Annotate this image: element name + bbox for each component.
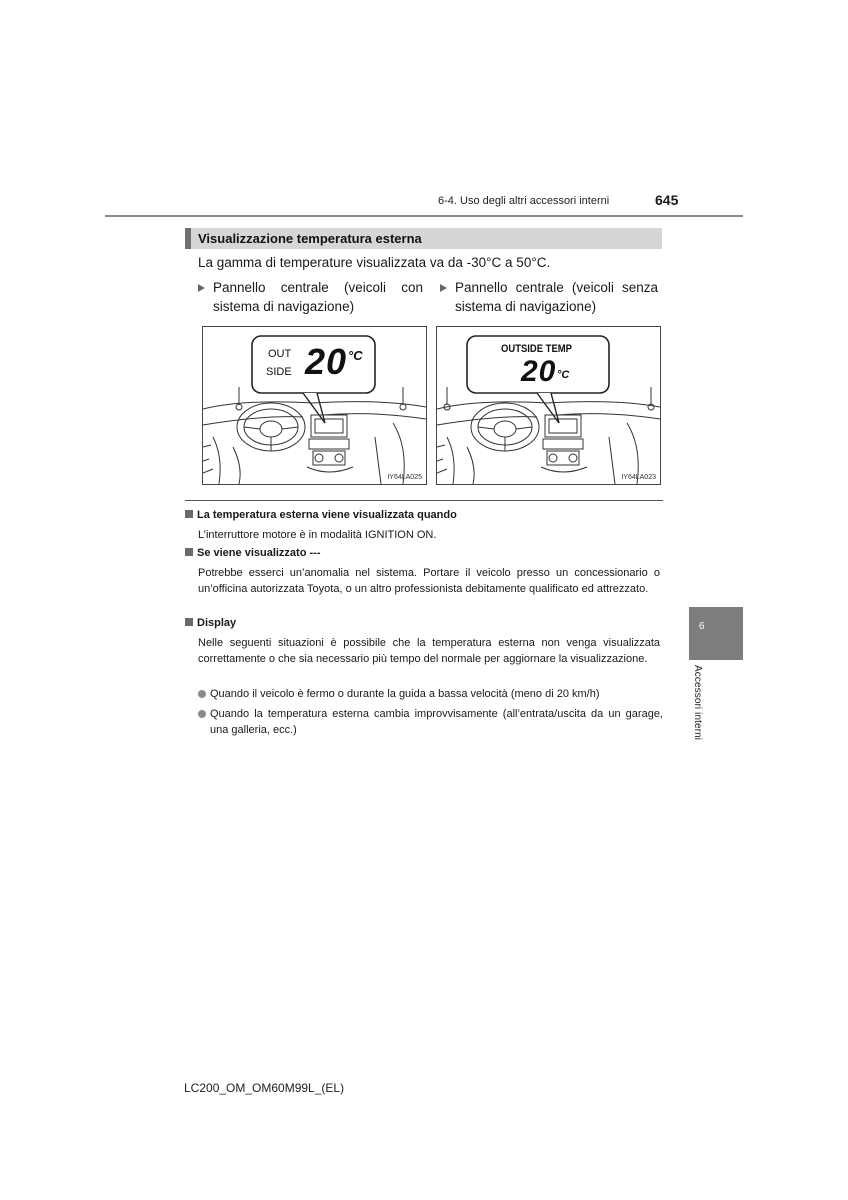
square-bullet-icon xyxy=(185,548,193,556)
note-title: Display xyxy=(197,617,237,629)
display-label-side: SIDE xyxy=(266,366,292,378)
page-number: 645 xyxy=(655,192,679,208)
running-header-section: 6-4. Uso degli altri accessori interni xyxy=(438,195,610,207)
chapter-label: Accessori interni xyxy=(692,665,703,741)
section-title-accent xyxy=(185,228,191,249)
intro-text: La gamma di temperature visualizzata va da -30°C a 50°C. xyxy=(198,255,551,270)
square-bullet-icon xyxy=(185,510,193,518)
figure-code: IY64LA025 xyxy=(387,474,422,481)
triangle-bullet-icon xyxy=(198,284,205,292)
figure-code: IY64LA023 xyxy=(621,474,656,481)
display-label-outside-temp: OUTSIDE TEMP xyxy=(501,343,572,355)
header-rule xyxy=(105,215,743,217)
note-title: Se viene visualizzato --- xyxy=(197,547,321,559)
caption-word: (veicoli xyxy=(343,280,386,295)
bullet-text: Quando il veicolo è fermo o durante la guida a bassa velocità (meno di 20 km/h) xyxy=(210,688,600,700)
round-bullet-icon xyxy=(198,710,206,718)
display-unit: °C xyxy=(348,348,363,363)
caption-word: Pannello xyxy=(213,280,266,295)
note-heading-ignition xyxy=(185,509,457,521)
display-unit: °C xyxy=(557,369,570,381)
triangle-bullet-icon xyxy=(440,284,447,292)
display-temperature: 20 xyxy=(521,355,557,388)
notes-divider xyxy=(185,500,663,501)
footer-code: LC200_OM_OM60M99L_(EL) xyxy=(184,1081,345,1095)
chapter-tab xyxy=(689,607,743,660)
note-body: L’interruttore motore è in modalità IGNITION ON. xyxy=(198,529,437,541)
caption-word: centrale xyxy=(280,280,329,295)
section-title-bar xyxy=(185,228,662,249)
note-heading-dashes xyxy=(185,547,320,559)
figure-dashboard-without-navigation xyxy=(436,326,661,485)
note-heading-display xyxy=(185,617,236,629)
caption-word: senza xyxy=(621,280,658,295)
caption-word: Pannello xyxy=(455,280,508,295)
display-temperature: 20 xyxy=(305,341,348,382)
square-bullet-icon xyxy=(185,618,193,626)
chapter-number: 6 xyxy=(699,621,705,632)
display-label-out: OUT xyxy=(268,348,292,360)
note-body: Nelle seguenti situazioni è possibile che la temperatura esterna non venga visualizzata correttamente o che sia necessario più tempo del normale per aggiornare la visualizzazione. xyxy=(198,637,660,665)
caption-line2: sistema di navigazione) xyxy=(213,299,355,314)
caption-word: con xyxy=(401,280,423,295)
note-body: Potrebbe esserci un’anomalia nel sistema. Portare il veicolo presso un concessionario o un’officina autorizzata Toyota, o un altro professionista debitamente qualificato ed attrezzato. xyxy=(198,567,660,595)
section-title: Visualizzazione temperatura esterna xyxy=(198,231,422,246)
bullet-text: Quando la temperatura esterna cambia improvvisamente (all’entrata/uscita da un garage, una galleria, ecc.) xyxy=(210,708,663,736)
caption-word: (veicoli xyxy=(571,280,614,295)
caption-line2: sistema di navigazione) xyxy=(455,299,597,314)
note-title: La temperatura esterna viene visualizzata quando xyxy=(197,509,457,521)
figure-dashboard-with-navigation xyxy=(202,326,427,485)
round-bullet-icon xyxy=(198,690,206,698)
caption-word: centrale xyxy=(515,280,564,295)
